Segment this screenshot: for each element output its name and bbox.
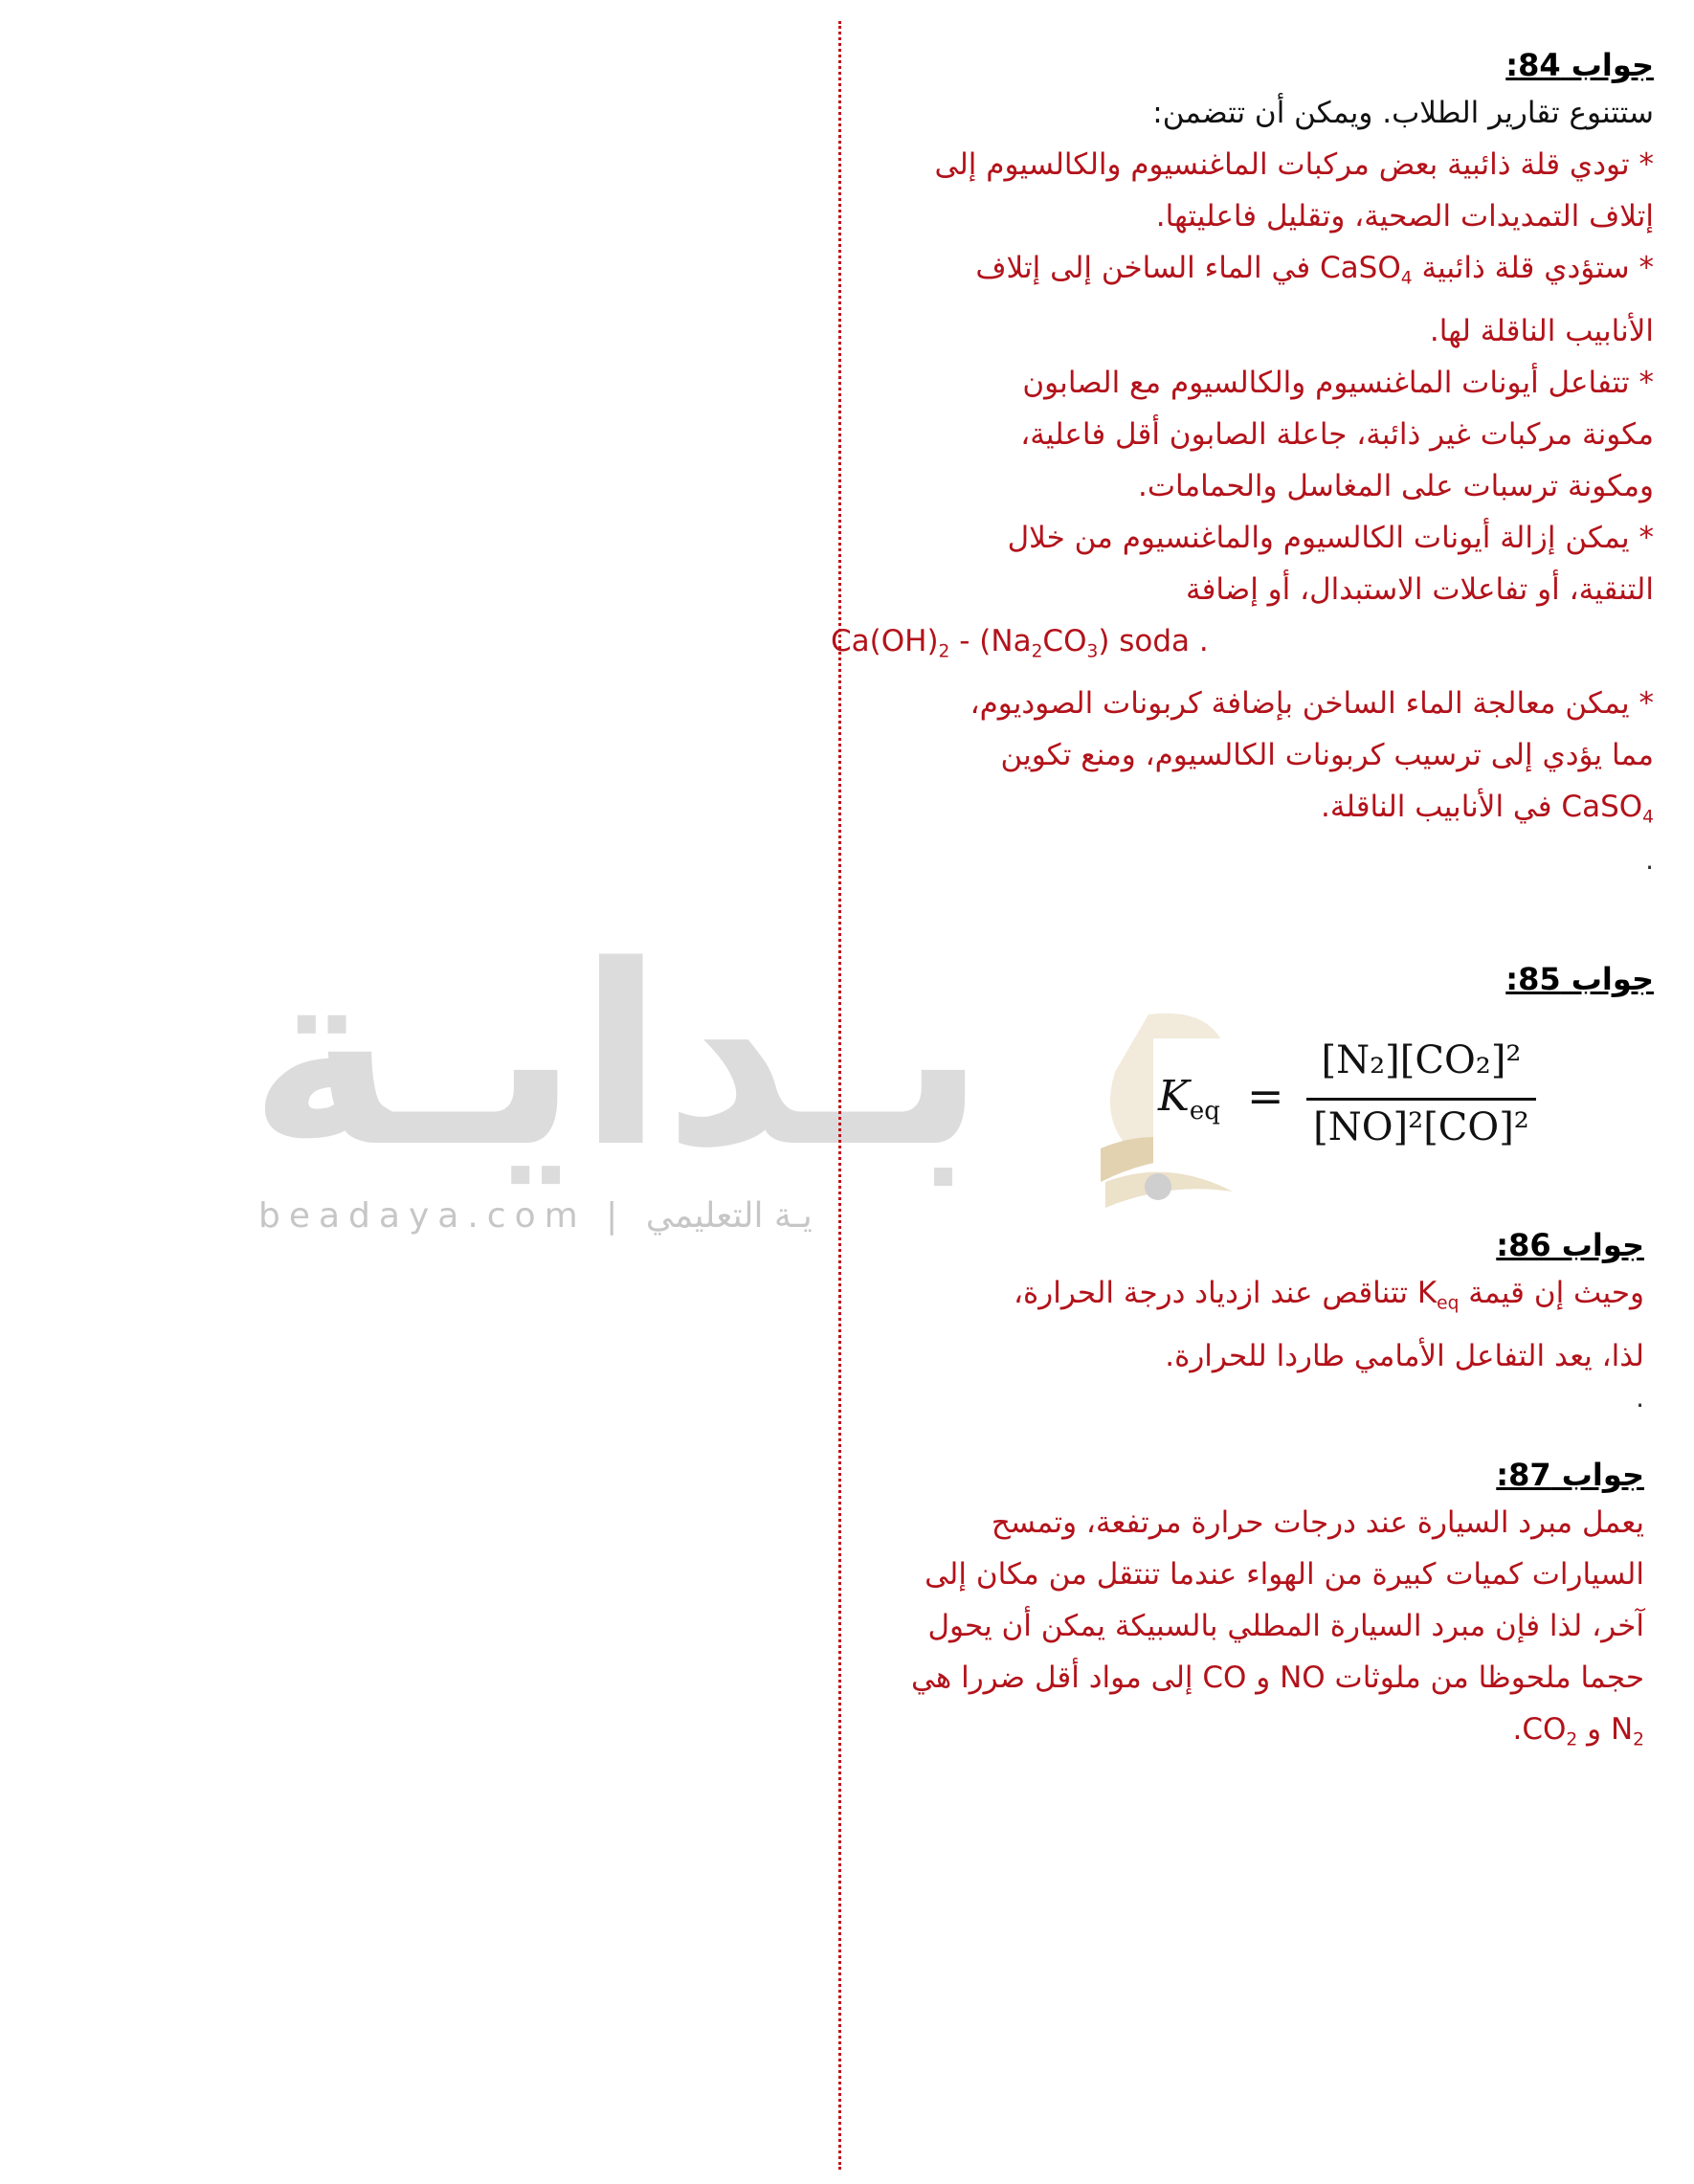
eq-k-symbol: $K_{eq}$ bbox=[1158, 1072, 1220, 1126]
answer-86 bbox=[821, 1223, 1644, 1415]
answer-86-line-2: لذا، يعد التفاعل الأمامي طاردا للحرارة. bbox=[1165, 1338, 1644, 1373]
answer-86-dot: . bbox=[1636, 1381, 1644, 1414]
answer-86-line-1: وحيث إن قيمة $K_{eq}$ تتناقص عند ازدياد درجة الحرارة، bbox=[1014, 1276, 1644, 1314]
watermark-word: بـدايـة bbox=[249, 913, 986, 1202]
answer-84-line-4: الأنابيب الناقلة لها. bbox=[1429, 313, 1654, 348]
eq-fraction-bar bbox=[1306, 1098, 1536, 1101]
answer-86-heading: جواب 86: bbox=[1496, 1227, 1644, 1263]
answer-84-line-11: مما يؤدي إلى ترسيب كربونات الكالسيوم، ومنع تكوين bbox=[1000, 738, 1654, 772]
answer-84-formula: $Ca(OH)_2 - (Na_2CO_3)$ soda . bbox=[831, 623, 1209, 661]
answer-87-heading: جواب 87: bbox=[1496, 1457, 1644, 1493]
answer-87-line-5: $N_2$ و $CO_2$. bbox=[1512, 1712, 1644, 1750]
answer-84-line-7: ومكونة ترسبات على المغاسل والحمامات. bbox=[1138, 468, 1654, 503]
answer-84-line-10: * يمكن معالجة الماء الساخن بإضافة كربونات الصوديوم، bbox=[970, 686, 1654, 721]
equilibrium-equation bbox=[1153, 1038, 1555, 1163]
answer-84-line-6: مكونة مركبات غير ذائبة، جاعلة الصابون أقل فاعلية، bbox=[1020, 416, 1654, 452]
answer-84-line-9: التنقية، أو تفاعلات الاستبدال، أو إضافة bbox=[1185, 571, 1654, 607]
answer-84-line-3: * ستؤدي قلة ذائبية CaSO$_4$ في الماء الساخن إلى إتلاف bbox=[975, 251, 1654, 289]
watermark-url: beadaya.com | يـة التعليمي bbox=[258, 1196, 813, 1236]
eq-denominator: [NO]²[CO]² bbox=[1313, 1105, 1529, 1149]
answer-87-line-4: حجما ملحوظا من ملوثات NO و CO إلى مواد أقل ضررا هي bbox=[911, 1660, 1644, 1695]
answer-84-line-2: إتلاف التمديدات الصحية، وتقليل فاعليتها. bbox=[1155, 199, 1654, 234]
answer-85-heading: جواب 85: bbox=[1505, 961, 1654, 997]
eq-numerator: [N₂][CO₂]² bbox=[1321, 1038, 1522, 1082]
answer-87 bbox=[821, 1453, 1644, 1767]
answer-84-heading: جواب 84: bbox=[1505, 47, 1654, 83]
answer-84-dot: . bbox=[1645, 843, 1654, 876]
answer-85 bbox=[1271, 957, 1654, 1001]
answer-84-line-1: * تودي قلة ذائبية بعض مركبات الماغنسيوم والكالسيوم إلى bbox=[934, 147, 1654, 182]
answer-84-line-5: * تتفاعل أيونات الماغنسيوم والكالسيوم مع الصابون bbox=[1022, 365, 1654, 400]
answer-87-line-2: السيارات كميات كبيرة من الهواء عندما تنتقل من مكان إلى bbox=[925, 1557, 1644, 1592]
answer-87-line-3: آخر، لذا فإن مبرد السيارة المطلي بالسبيكة يمكن أن يحول bbox=[927, 1609, 1644, 1643]
answer-84-line-8: * يمكن إزالة أيونات الكالسيوم والماغنسيوم من خلال bbox=[1007, 520, 1654, 555]
answer-84-line-12: CaSO$_4$ في الأنابيب الناقلة. bbox=[1321, 790, 1654, 828]
answer-84-intro: ستتنوع تقارير الطلاب. ويمكن أن تتضمن: bbox=[1152, 96, 1654, 130]
eq-equals: = bbox=[1247, 1070, 1284, 1122]
answer-87-line-1: يعمل مبرد السيارة عند درجات حرارة مرتفعة، وتمسح bbox=[991, 1505, 1644, 1540]
answer-84 bbox=[831, 43, 1654, 877]
